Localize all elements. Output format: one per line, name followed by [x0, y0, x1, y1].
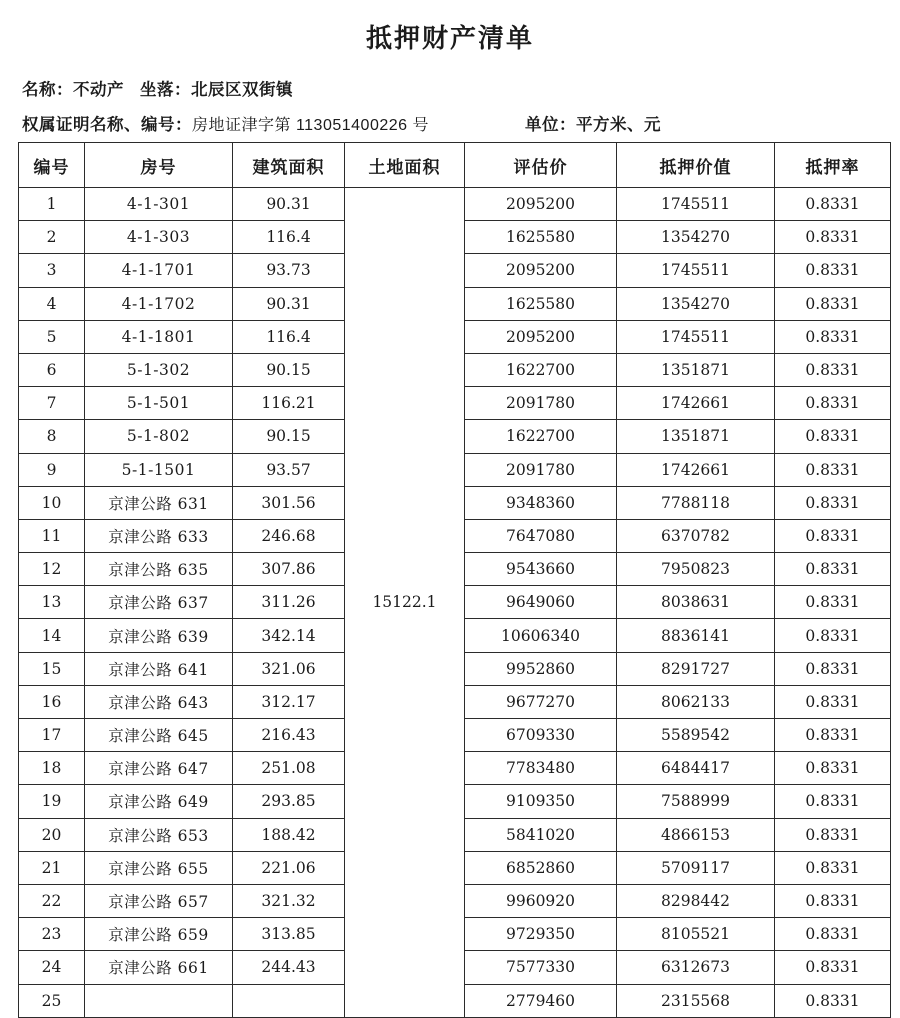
cell-room: 4-1-1702	[85, 287, 233, 320]
cell-appraisal: 2091780	[465, 387, 617, 420]
cell-appraisal: 2091780	[465, 453, 617, 486]
cell-room: 京津公路 647	[85, 752, 233, 785]
unit-label: 单位：	[525, 115, 576, 134]
cell-index: 13	[19, 586, 85, 619]
cell-rate: 0.8331	[775, 586, 891, 619]
cell-rate: 0.8331	[775, 221, 891, 254]
cell-index: 25	[19, 984, 85, 1017]
cell-room: 京津公路 655	[85, 851, 233, 884]
header-mortgage-rate: 抵押率	[775, 143, 891, 188]
cell-rate: 0.8331	[775, 719, 891, 752]
cell-room: 京津公路 633	[85, 519, 233, 552]
cell-value: 6484417	[617, 752, 775, 785]
cell-room: 4-1-1701	[85, 254, 233, 287]
cell-rate: 0.8331	[775, 984, 891, 1017]
cell-index: 17	[19, 719, 85, 752]
header-index: 编号	[19, 143, 85, 188]
cell-room: 京津公路 649	[85, 785, 233, 818]
cell-area: 321.32	[233, 884, 345, 917]
name-value: 不动产	[73, 80, 124, 99]
cell-area: 307.86	[233, 553, 345, 586]
cell-index: 24	[19, 951, 85, 984]
cell-area: 244.43	[233, 951, 345, 984]
header-appraisal: 评估价	[465, 143, 617, 188]
cell-value: 1354270	[617, 287, 775, 320]
cell-room: 4-1-301	[85, 188, 233, 221]
cell-appraisal: 1622700	[465, 353, 617, 386]
cell-rate: 0.8331	[775, 320, 891, 353]
cell-area	[233, 984, 345, 1017]
cell-index: 10	[19, 486, 85, 519]
cell-rate: 0.8331	[775, 453, 891, 486]
cell-rate: 0.8331	[775, 486, 891, 519]
cell-area: 93.57	[233, 453, 345, 486]
cell-rate: 0.8331	[775, 785, 891, 818]
cell-appraisal: 6709330	[465, 719, 617, 752]
cell-index: 14	[19, 619, 85, 652]
cell-area: 251.08	[233, 752, 345, 785]
cell-room: 5-1-302	[85, 353, 233, 386]
cell-value: 6312673	[617, 951, 775, 984]
cell-index: 15	[19, 652, 85, 685]
cell-value: 2315568	[617, 984, 775, 1017]
cell-rate: 0.8331	[775, 884, 891, 917]
cell-index: 18	[19, 752, 85, 785]
cell-value: 1745511	[617, 254, 775, 287]
cell-value: 1745511	[617, 320, 775, 353]
cell-area: 342.14	[233, 619, 345, 652]
cell-area: 301.56	[233, 486, 345, 519]
cell-rate: 0.8331	[775, 420, 891, 453]
cell-index: 5	[19, 320, 85, 353]
name-label: 名称：	[22, 80, 73, 99]
cell-area: 90.15	[233, 420, 345, 453]
cell-index: 4	[19, 287, 85, 320]
cell-area: 216.43	[233, 719, 345, 752]
cell-value: 1742661	[617, 387, 775, 420]
cell-appraisal: 2779460	[465, 984, 617, 1017]
cell-appraisal: 2095200	[465, 320, 617, 353]
cell-room: 京津公路 653	[85, 818, 233, 851]
cell-index: 7	[19, 387, 85, 420]
certificate-value: 房地证津字第 113051400226 号	[192, 117, 429, 134]
cell-value: 1354270	[617, 221, 775, 254]
cell-room: 京津公路 643	[85, 685, 233, 718]
cell-area: 93.73	[233, 254, 345, 287]
cell-index: 8	[19, 420, 85, 453]
cell-index: 12	[19, 553, 85, 586]
cell-appraisal: 1625580	[465, 221, 617, 254]
cell-appraisal: 10606340	[465, 619, 617, 652]
cell-index: 23	[19, 918, 85, 951]
cell-value: 8105521	[617, 918, 775, 951]
cell-value: 1351871	[617, 353, 775, 386]
cell-room: 京津公路 659	[85, 918, 233, 951]
cell-area: 312.17	[233, 685, 345, 718]
cell-appraisal: 9649060	[465, 586, 617, 619]
cell-room: 5-1-501	[85, 387, 233, 420]
cell-area: 116.4	[233, 221, 345, 254]
cell-value: 1745511	[617, 188, 775, 221]
cell-appraisal: 7783480	[465, 752, 617, 785]
cell-area: 116.4	[233, 320, 345, 353]
cell-appraisal: 7647080	[465, 519, 617, 552]
cell-area: 311.26	[233, 586, 345, 619]
cell-appraisal: 2095200	[465, 254, 617, 287]
cell-index: 6	[19, 353, 85, 386]
cell-area: 246.68	[233, 519, 345, 552]
cell-room: 京津公路 645	[85, 719, 233, 752]
cell-index: 2	[19, 221, 85, 254]
cell-value: 6370782	[617, 519, 775, 552]
cell-rate: 0.8331	[775, 918, 891, 951]
cell-room: 5-1-802	[85, 420, 233, 453]
cell-rate: 0.8331	[775, 619, 891, 652]
cell-area: 116.21	[233, 387, 345, 420]
header-building-area: 建筑面积	[233, 143, 345, 188]
cell-area: 90.31	[233, 287, 345, 320]
cell-room: 京津公路 657	[85, 884, 233, 917]
cell-value: 8038631	[617, 586, 775, 619]
cell-room: 京津公路 631	[85, 486, 233, 519]
cell-index: 21	[19, 851, 85, 884]
cell-value: 8298442	[617, 884, 775, 917]
cell-room: 京津公路 637	[85, 586, 233, 619]
cell-area: 188.42	[233, 818, 345, 851]
cell-appraisal: 9729350	[465, 918, 617, 951]
cell-rate: 0.8331	[775, 752, 891, 785]
location-label: 坐落：	[140, 80, 191, 99]
cell-room: 5-1-1501	[85, 453, 233, 486]
cell-value: 8836141	[617, 619, 775, 652]
cell-appraisal: 9677270	[465, 685, 617, 718]
cell-value: 8062133	[617, 685, 775, 718]
cell-appraisal: 9109350	[465, 785, 617, 818]
cell-rate: 0.8331	[775, 652, 891, 685]
cell-rate: 0.8331	[775, 553, 891, 586]
cell-appraisal: 5841020	[465, 818, 617, 851]
cell-area: 321.06	[233, 652, 345, 685]
unit-value: 平方米、元	[576, 115, 661, 134]
cell-rate: 0.8331	[775, 685, 891, 718]
cell-rate: 0.8331	[775, 188, 891, 221]
cell-index: 16	[19, 685, 85, 718]
header-land-area: 土地面积	[345, 143, 465, 188]
cell-value: 5709117	[617, 851, 775, 884]
cell-value: 8291727	[617, 652, 775, 685]
cell-room: 京津公路 661	[85, 951, 233, 984]
cell-rate: 0.8331	[775, 951, 891, 984]
cell-appraisal: 9543660	[465, 553, 617, 586]
cell-rate: 0.8331	[775, 287, 891, 320]
cell-appraisal: 6852860	[465, 851, 617, 884]
cell-room	[85, 984, 233, 1017]
cell-index: 9	[19, 453, 85, 486]
cell-appraisal: 9348360	[465, 486, 617, 519]
cell-index: 22	[19, 884, 85, 917]
cell-index: 19	[19, 785, 85, 818]
cell-area: 293.85	[233, 785, 345, 818]
cell-rate: 0.8331	[775, 387, 891, 420]
page-title: 抵押财产清单	[365, 24, 534, 54]
cell-value: 4866153	[617, 818, 775, 851]
document-page	[0, 18, 900, 1014]
certificate-label: 权属证明名称、编号：	[22, 115, 192, 134]
table-body	[19, 188, 891, 1018]
certificate-meta-row	[22, 106, 886, 142]
cell-room: 京津公路 635	[85, 553, 233, 586]
cell-appraisal: 9952860	[465, 652, 617, 685]
cell-rate: 0.8331	[775, 851, 891, 884]
cell-room: 4-1-303	[85, 221, 233, 254]
cell-index: 20	[19, 818, 85, 851]
property-meta-line	[22, 69, 886, 106]
cell-area: 221.06	[233, 851, 345, 884]
cell-index: 3	[19, 254, 85, 287]
cell-room: 京津公路 641	[85, 652, 233, 685]
cell-area: 90.15	[233, 353, 345, 386]
cell-value: 5589542	[617, 719, 775, 752]
cell-value: 1351871	[617, 420, 775, 453]
cell-room: 京津公路 639	[85, 619, 233, 652]
cell-area: 90.31	[233, 188, 345, 221]
mortgage-asset-table	[18, 142, 891, 1018]
cell-value: 7588999	[617, 785, 775, 818]
cell-land-area: 15122.1	[345, 188, 465, 1018]
cell-rate: 0.8331	[775, 519, 891, 552]
cell-area: 313.85	[233, 918, 345, 951]
cell-appraisal: 1622700	[465, 420, 617, 453]
cell-value: 7950823	[617, 553, 775, 586]
cell-appraisal: 9960920	[465, 884, 617, 917]
table-header-row	[19, 143, 891, 188]
table-row	[19, 188, 891, 221]
cell-index: 11	[19, 519, 85, 552]
cell-room: 4-1-1801	[85, 320, 233, 353]
cell-appraisal: 7577330	[465, 951, 617, 984]
header-mortgage-value: 抵押价值	[617, 143, 775, 188]
header-room: 房号	[85, 143, 233, 188]
cell-rate: 0.8331	[775, 818, 891, 851]
cell-rate: 0.8331	[775, 254, 891, 287]
cell-appraisal: 1625580	[465, 287, 617, 320]
cell-value: 7788118	[617, 486, 775, 519]
cell-rate: 0.8331	[775, 353, 891, 386]
cell-index: 1	[19, 188, 85, 221]
cell-value: 1742661	[617, 453, 775, 486]
cell-appraisal: 2095200	[465, 188, 617, 221]
location-value: 北辰区双街镇	[191, 80, 293, 99]
